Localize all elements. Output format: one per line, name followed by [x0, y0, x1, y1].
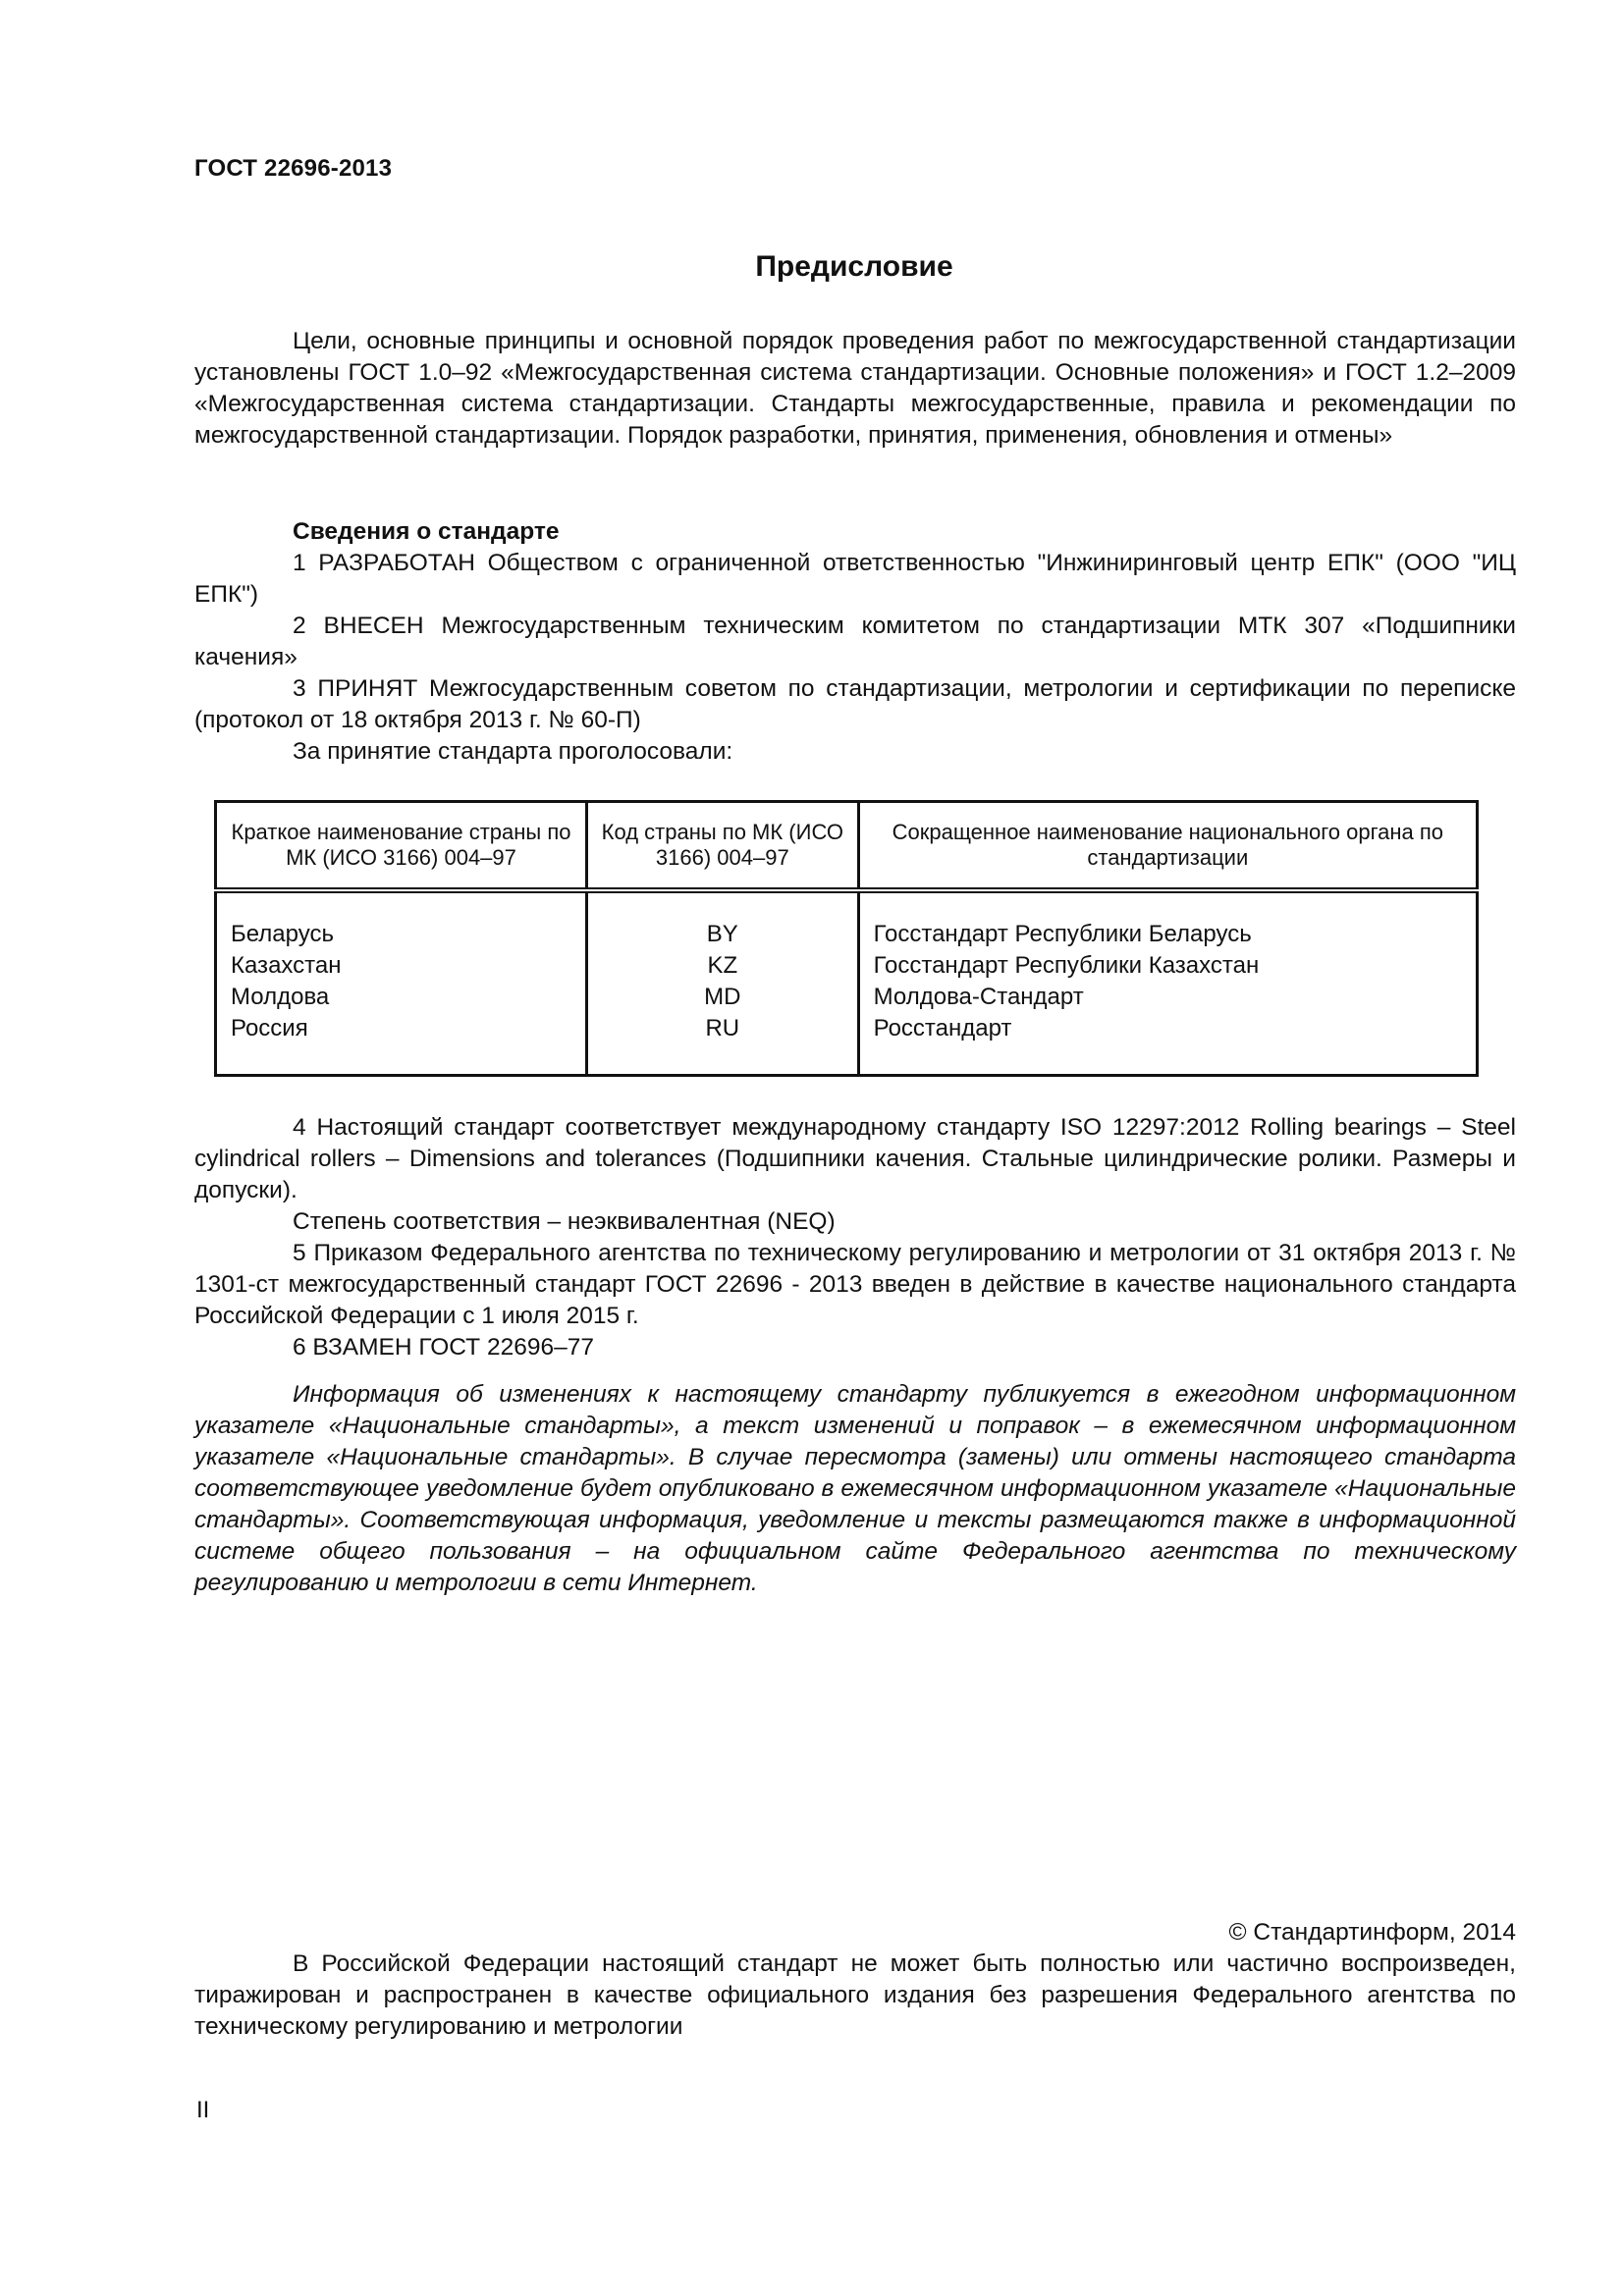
country-name: Беларусь: [231, 921, 334, 947]
country-name: Молдова: [231, 984, 330, 1010]
intro-paragraph: Цели, основные принципы и основной порядок проведения работ по межгосударственной стандартизации установлены ГОСТ 1.0–92 «Межгосударственная система стандартизации. Основные положения» и ГОСТ 1.2–2009 «Межгосударственная система стандартизации. Стандарты межгосударственные, правила и рекомендации по межгосударственной стандартизации. Порядок разработки, принятия, применения, обновления и отмены»: [194, 328, 1516, 449]
standard-info-section: [194, 516, 1516, 768]
voting-countries-table: [214, 800, 1479, 1077]
intro-section: [194, 326, 1516, 452]
country-code: MD: [704, 984, 741, 1010]
country-code: KZ: [707, 952, 738, 979]
table-row: [216, 890, 1478, 1076]
column-header-code: Код страны по МК (ИСО 3166) 004–97: [587, 802, 859, 891]
compliance-section: [194, 1112, 1516, 1363]
body-cell: [858, 890, 1477, 1076]
column-header-body: Сокращенное наименование национального органа по стандартизации: [858, 802, 1477, 891]
standards-body: Госстандарт Республики Беларусь: [873, 921, 1252, 947]
section-heading: Сведения о стандарте: [293, 518, 560, 545]
copyright-line: © Стандартинформ, 2014: [1228, 1919, 1516, 1946]
changes-notice: Информация об изменениях к настоящему стандарту публикуется в ежегодном информационном указателе «Национальные стандарты», а текст изменений и поправок – в ежемесячном информационном указателе «Национальные стандарты». В случае пересмотра (замены) или отмены настоящего стандарта соответствующее уведомление будет опубликовано в ежемесячном информационном указателе «Национальные стандарты». Соответствующая информация, уведомление и тексты размещаются также в информационной системе общего пользования – на официальном сайте Федерального агентства по техническому регулированию и метрологии в сети Интернет.: [194, 1381, 1516, 1596]
compliance-degree: Степень соответствия – неэквивалентная (NEQ): [293, 1208, 836, 1235]
standards-body: Росстандарт: [873, 1015, 1012, 1041]
standards-body: Госстандарт Республики Казахстан: [873, 952, 1260, 979]
page-number: II: [196, 2097, 210, 2123]
info-item-2: 2 ВНЕСЕН Межгосударственным техническим комитетом по стандартизации МТК 307 «Подшипники качения»: [194, 613, 1516, 670]
info-item-1: 1 РАЗРАБОТАН Обществом с ограниченной ответственностью "Инжиниринговый центр ЕПК" (ООО "ИЦ ЕПК"): [194, 550, 1516, 608]
table-header-row: [216, 802, 1478, 891]
info-item-6: 6 ВЗАМЕН ГОСТ 22696–77: [293, 1334, 594, 1361]
info-item-5: 5 Приказом Федерального агентства по техническому регулированию и метрологии от 31 октября 2013 г. № 1301-ст межгосударственный стандарт ГОСТ 22696 - 2013 введен в действие в качестве национального стандарта Российской Федерации с 1 июля 2015 г.: [194, 1240, 1516, 1329]
changes-notice-section: [194, 1379, 1516, 1599]
standard-code: ГОСТ 22696-2013: [194, 155, 393, 182]
rights-section: [194, 1949, 1516, 2043]
info-item-3: 3 ПРИНЯТ Межгосударственным советом по стандартизации, метрологии и сертификации по переписке (протокол от 18 октября 2013 г. № 60-П): [194, 675, 1516, 733]
standards-body: Молдова-Стандарт: [873, 984, 1084, 1010]
info-item-4: 4 Настоящий стандарт соответствует международному стандарту ISO 12297:2012 Rolling bearings – Steel cylindrical rollers – Dimensions and tolerances (Подшипники качения. Стальные цилиндрические ролики. Размеры и допуски).: [194, 1114, 1516, 1203]
page-title: Предисловие: [755, 250, 953, 283]
country-code: BY: [706, 921, 738, 947]
country-code: RU: [705, 1015, 740, 1041]
country-name: Россия: [231, 1015, 308, 1041]
column-header-country: Краткое наименование страны по МК (ИСО 3166) 004–97: [216, 802, 587, 891]
country-cell: [216, 890, 587, 1076]
code-cell: [587, 890, 859, 1076]
rights-notice: В Российской Федерации настоящий стандарт не может быть полностью или частично воспроизведен, тиражирован и распространен в качестве официального издания без разрешения Федерального агентства по техническому регулированию и метрологии: [194, 1950, 1516, 2040]
country-name: Казахстан: [231, 952, 342, 979]
voted-label: За принятие стандарта проголосовали:: [293, 738, 733, 765]
